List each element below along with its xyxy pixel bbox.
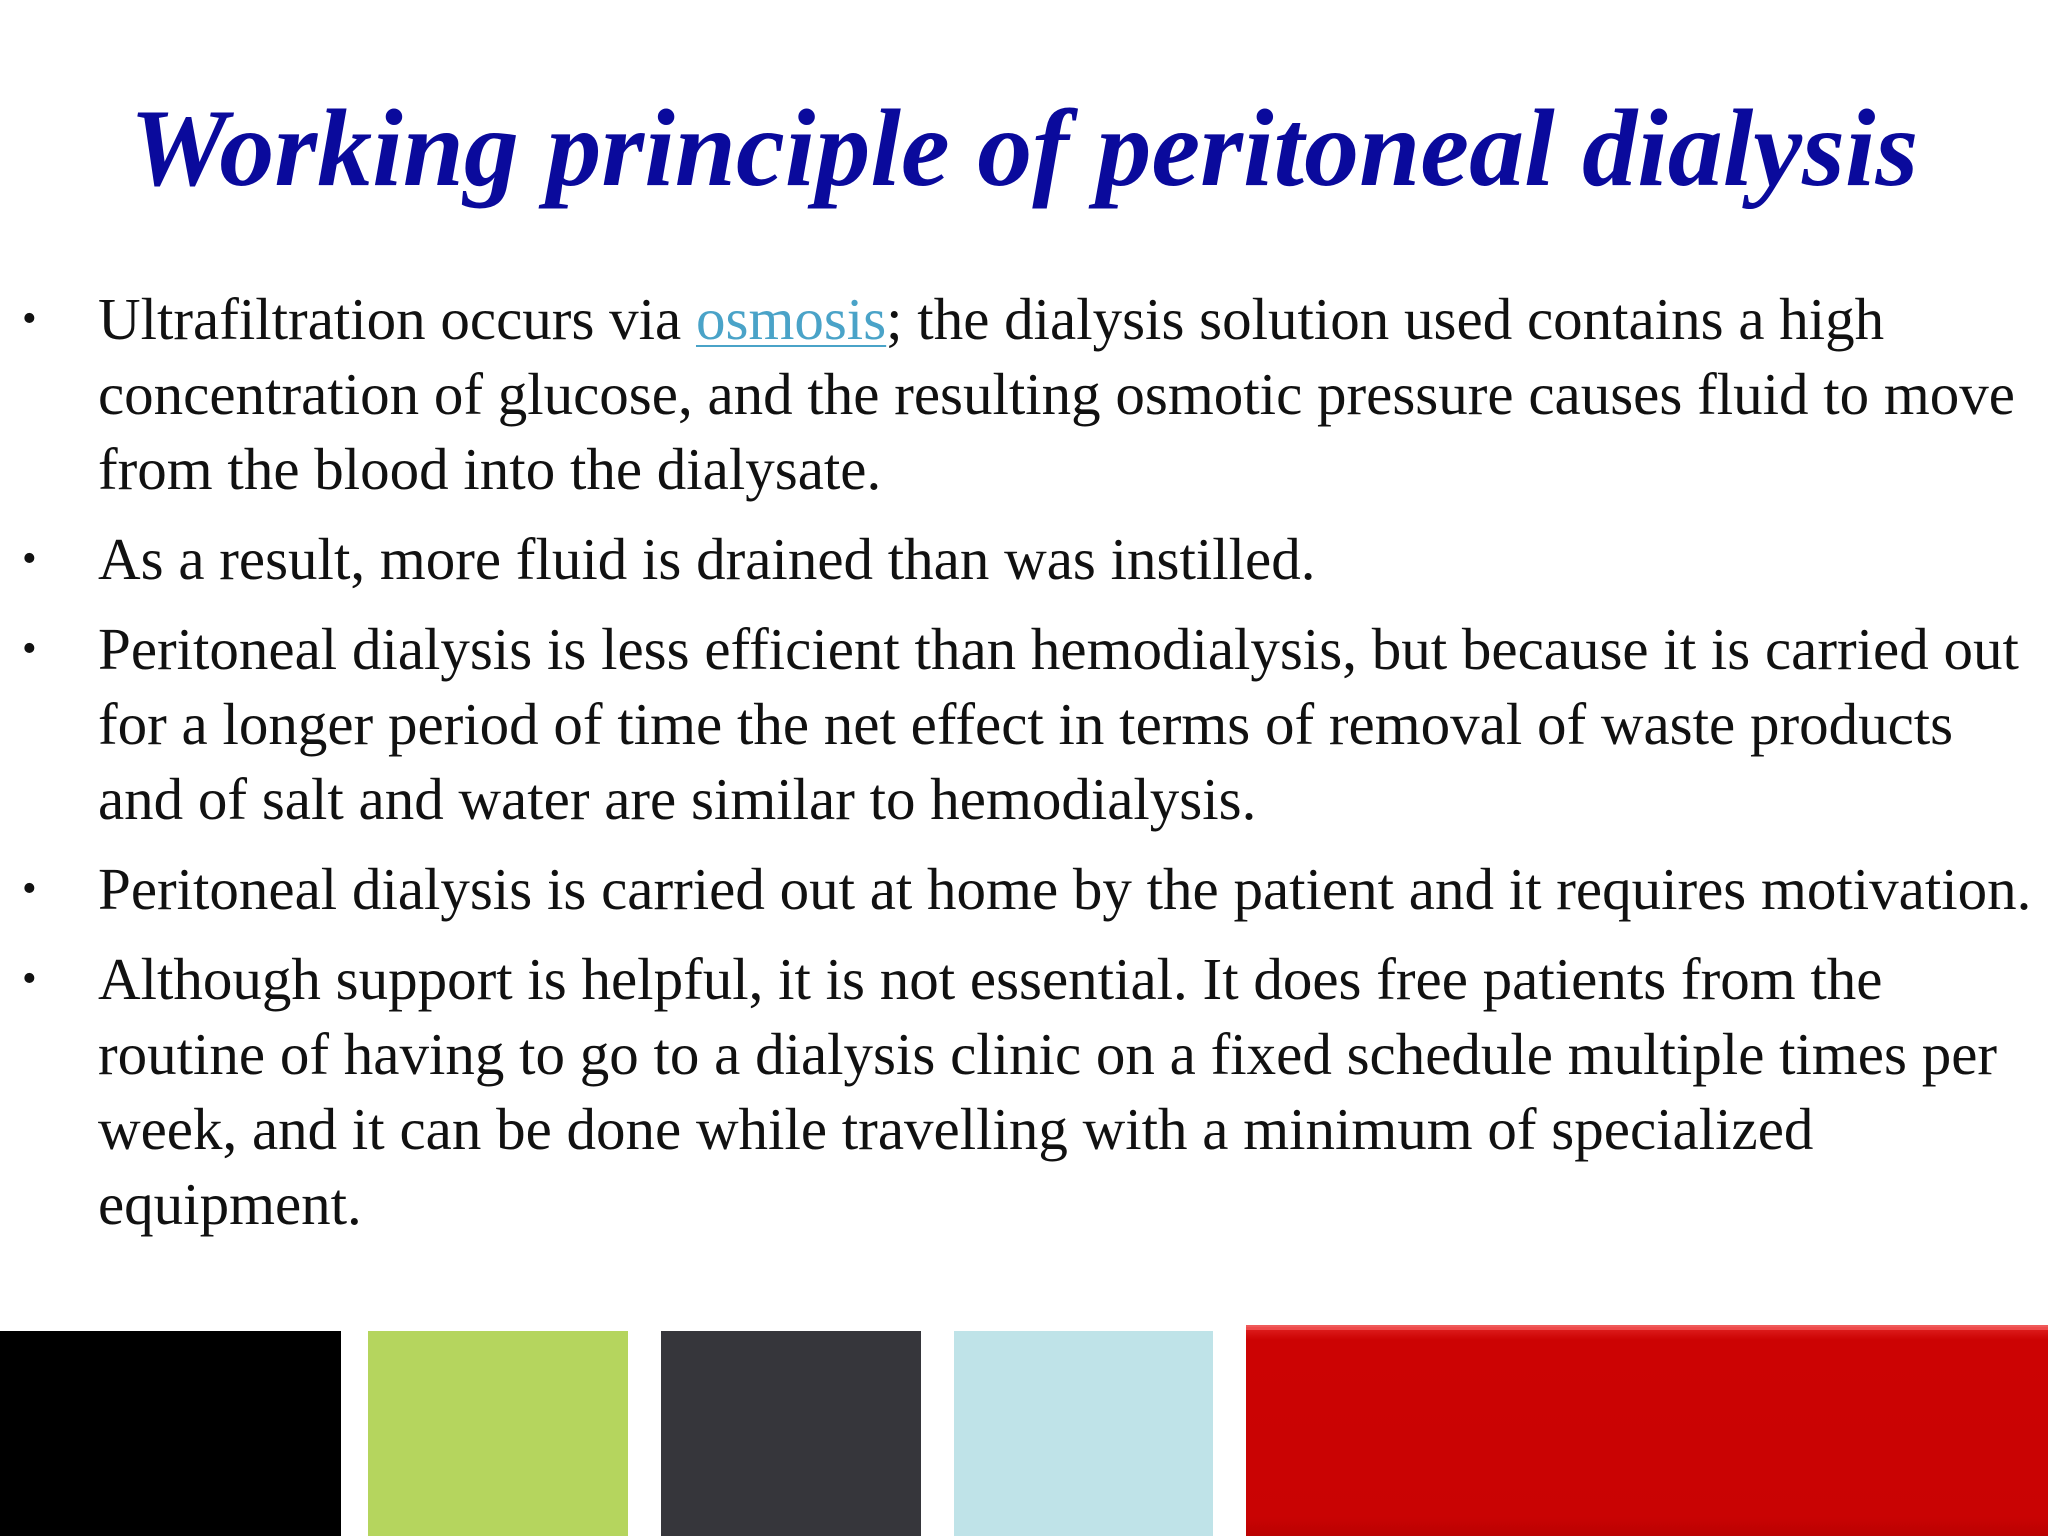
bullet-item-1 [0, 282, 2048, 507]
bullet-item-4 [0, 852, 2048, 927]
bullet-text: Peritoneal dialysis is carried out at home by the patient and it requires motivation. [98, 856, 2032, 922]
footer-block-black [0, 1331, 341, 1536]
bullet-text: As a result, more fluid is drained than was instilled. [98, 526, 1316, 592]
bullet-text: ; the dialysis solution used contains a high concentration of glucose, and the resulting osmotic pressure causes fluid to move from the blood into the dialysate. [98, 286, 2015, 502]
bullet-marker: • [22, 956, 37, 1002]
footer-block-dark [661, 1331, 921, 1536]
bullet-marker: • [22, 296, 37, 342]
bullet-text: Ultrafiltration occurs via [98, 286, 696, 352]
bullet-list [0, 282, 2048, 1257]
slide-title: Working principle of peritoneal dialysis [129, 87, 1919, 209]
bullet-marker: • [22, 536, 37, 582]
footer-block-light-blue [954, 1331, 1213, 1536]
footer-block-red [1246, 1325, 2048, 1536]
bullet-item-3 [0, 612, 2048, 837]
bullet-item-5 [0, 942, 2048, 1242]
osmosis-link[interactable]: osmosis [695, 286, 887, 352]
footer-block-green [368, 1331, 628, 1536]
bullet-marker: • [22, 626, 37, 672]
bullet-text: Although support is helpful, it is not essential. It does free patients from the routine of having to go to a dialysis clinic on a fixed schedule multiple times per week, and it can be done while travelling with a minimum of specialized equipment. [98, 946, 1998, 1237]
bullet-item-2 [0, 522, 2048, 597]
bullet-text: Peritoneal dialysis is less efficient than hemodialysis, but because it is carried out for a longer period of time the net effect in terms of removal of waste products and of salt and water are similar to hemodialysis. [98, 616, 2019, 832]
bullet-marker: • [22, 866, 37, 912]
